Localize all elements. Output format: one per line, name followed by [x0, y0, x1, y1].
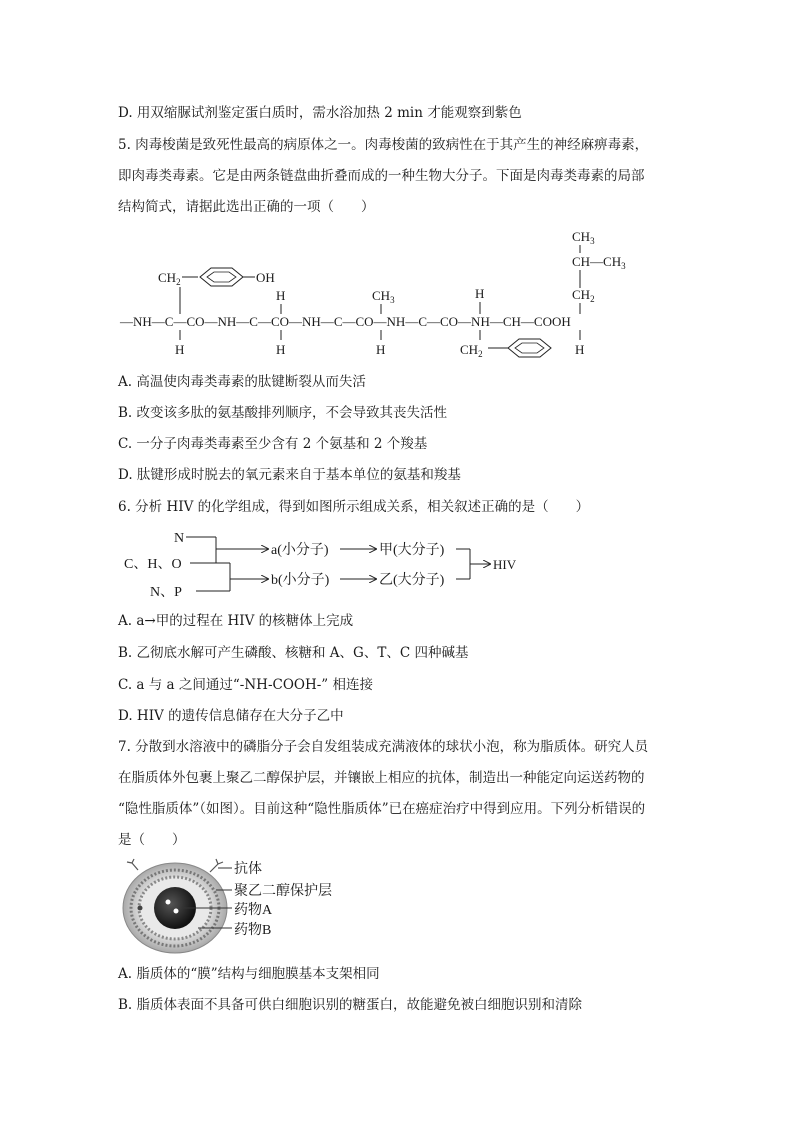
q7-option-b: B. 脂质体表面不具备可供白细胞识别的糖蛋白，故能避免被白细胞识别和清除: [118, 997, 583, 1013]
q4-option-d: D. 用双缩脲试剂鉴定蛋白质时，需水浴加热 2 min 才能观察到紫色: [118, 105, 522, 121]
q5-stem-line-3: 结构简式，请据此选出正确的一项（ ）: [118, 199, 375, 215]
leu-ch-ch3: $CH—CH_3$: [572, 254, 626, 271]
q7-stem-line-4: 是（ ）: [118, 832, 186, 848]
liposome-figure: [118, 858, 398, 954]
ala-ch3: $CH_3$: [372, 288, 395, 305]
q6-option-c: C. a 与 a 之间通过“-NH-COOH-” 相连接: [118, 677, 374, 693]
q5-option-b: B. 改变该多肽的氨基酸排列顺序，不会导致其丧失活性: [118, 405, 448, 421]
peptide-backbone: —NH—C—CO—NH—C—CO—NH—C—CO—NH—C—CO—NH—CH—COOH: [120, 314, 571, 329]
q5-stem-line-2: 即肉毒类毒素。它是由两条链盘曲折叠而成的一种生物大分子。下面是肉毒类毒素的局部: [118, 168, 645, 184]
q7-stem-line-1: 7. 分散到水溶液中的磷脂分子会自发组装成充满液体的球状小泡，称为脂质体。研究人员: [118, 739, 649, 755]
antibody-label: 抗体: [234, 862, 262, 877]
q7-stem-line-3: “隐性脂质体”（如图）。目前这种“隐性脂质体”已在癌症治疗中得到应用。下列分析错误的: [118, 801, 646, 817]
element-n: N: [174, 531, 185, 546]
gly-h-top: H: [276, 288, 286, 303]
q7-stem-line-2: 在脂质体外包裹上聚乙二醇保护层，并镶嵌上相应的抗体，制造出一种能定向运送药物的: [118, 770, 645, 786]
q5-stem-line-1: 5. 肉毒梭菌是致死性最高的病原体之一。肉毒梭菌的致病性在于其产生的神经麻痹毒素，: [118, 137, 649, 153]
drug-a-label: 药物A: [234, 903, 273, 918]
drug-b-label: 药物B: [234, 923, 272, 938]
leu-ch3-top: $CH_3$: [572, 229, 595, 246]
elements-cho: C、H、O: [124, 557, 182, 572]
q6-option-b: B. 乙彻底水解可产生磷酸、核糖和 A、G、T、C 四种碱基: [118, 645, 469, 661]
phe-ch2: $CH_2$: [460, 342, 483, 359]
hiv-composition-diagram: [118, 522, 538, 602]
drug-b-particle: [138, 906, 143, 911]
tyr-ch2: $CH_2$: [158, 270, 181, 287]
leu-ch2: $CH_2$: [572, 287, 595, 304]
peg-layer-label: 聚乙二醇保护层: [234, 884, 332, 899]
q6-option-d: D. HIV 的遗传信息储存在大分子乙中: [118, 708, 344, 724]
peptide-structure-diagram: [110, 222, 680, 360]
q6-stem: 6. 分析 HIV 的化学组成，得到如图所示组成关系，相关叙述正确的是（ ）: [118, 499, 590, 515]
gly-h-bottom: H: [276, 342, 286, 357]
leu-h-bottom: H: [575, 342, 585, 357]
small-molecule-a: a(小分子): [271, 543, 329, 558]
q7-option-a: A. 脂质体的“膜”结构与细胞膜基本支架相同: [118, 966, 380, 982]
macromolecule-jia: 甲(大分子): [379, 543, 445, 558]
elements-np: N、P: [150, 585, 182, 600]
macromolecule-yi: 乙(大分子): [379, 573, 445, 588]
small-molecule-b: b(小分子): [271, 573, 330, 588]
hiv-label: HIV: [493, 557, 517, 572]
q5-option-d: D. 肽键形成时脱去的氧元素来自于基本单位的氨基和羧基: [118, 467, 461, 483]
ala-h-bottom: H: [376, 342, 386, 357]
tyr-h-bottom: H: [175, 342, 185, 357]
tyr-oh: OH: [256, 270, 275, 285]
q5-option-a: A. 高温使肉毒类毒素的肽键断裂从而失活: [118, 374, 366, 390]
phe-h-top: H: [475, 286, 485, 301]
q5-option-c: C. 一分子肉毒类毒素至少含有 2 个氨基和 2 个羧基: [118, 436, 428, 452]
q6-option-a: A. a→甲的过程在 HIV 的核糖体上完成: [118, 613, 354, 629]
drug-a-particle: [166, 900, 171, 905]
